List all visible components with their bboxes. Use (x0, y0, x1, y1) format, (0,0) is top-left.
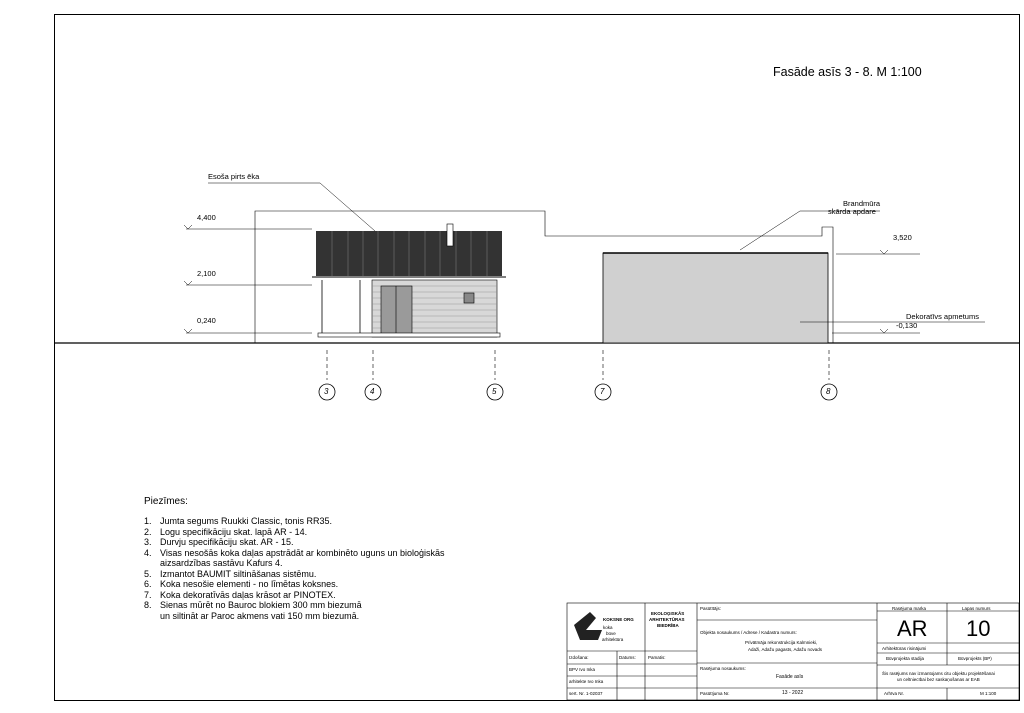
axis-label-7: 7 (600, 387, 605, 396)
tb-assoc1: EKOLOĢISKĀS (651, 611, 685, 616)
axis-label-3: 3 (324, 387, 329, 396)
label-existing-sauna: Esoša pirts ēka (208, 172, 260, 181)
tb-project-no-label: Pasūtījuma Nr. (700, 691, 730, 696)
tb-section-label: Rasējuma marka (892, 606, 927, 611)
tb-stage-label: Būvprojekta stadija (886, 656, 925, 661)
tb-object1: Privātmāja rekonstrukcija Kalmnieki, (745, 640, 818, 645)
tb-sheet-no-label: Lapas numurs (962, 606, 991, 611)
tb-changes-label: Pamatis: (648, 655, 666, 660)
garage-block (603, 253, 828, 343)
sauna-roof (312, 224, 506, 277)
level-4400: 4,400 (197, 213, 216, 222)
note-item: 2. Logu specifikāciju skat. lapā AR - 14. (144, 526, 308, 537)
level-3520: 3,520 (893, 233, 912, 242)
note-item: 3. Durvju specifikāciju skat. AR - 15. (144, 537, 294, 547)
tb-firm-sub3: arhitektūra (602, 637, 624, 642)
level-0240: 0,240 (197, 316, 216, 325)
sauna-walls (318, 280, 500, 337)
note-item: 7. Koka dekoratīvās daļas krāsot ar PINOTEX. (144, 589, 336, 600)
axis-label-5: 5 (492, 387, 497, 396)
tb-arch: arhitekte Ivo Inka (569, 679, 604, 684)
notes-title: Piezīmes: (144, 496, 188, 507)
level-m0130: -0,130 (896, 321, 918, 330)
note-item: 4. Visas nesošās koka daļas apstrādāt ar kombinēto uguns un bioloģiskās (144, 547, 445, 558)
tb-rev-label: Izdošana: (569, 655, 589, 660)
level-2100: 2,100 (197, 269, 216, 278)
note-item: un siltināt ar Paroc akmens vati 150 mm biezumā. (160, 610, 360, 621)
tb-archive-label: Arhīva Nr. (884, 691, 905, 696)
axis-label-8: 8 (826, 387, 831, 396)
label-decor-plaster: Dekoratīvs apmetums (906, 312, 979, 321)
firm-logo (574, 612, 602, 640)
tb-project-no: 13 - 2022 (782, 690, 804, 696)
tb-section: AR (897, 616, 928, 641)
tb-assoc2: ARHITEKTŪRAS (649, 617, 685, 622)
label-firewall-2: skārda apdare (828, 207, 876, 216)
tb-cert: sert. Nr. 1-02037 (569, 691, 603, 696)
label-firewall-1: Brandmūra (843, 199, 881, 208)
sheet-title: Fasāde asīs 3 - 8. M 1:100 (773, 65, 922, 79)
door (381, 286, 412, 336)
note-item: 5. Izmantot BAUMIT siltināšanas sistēmu. (144, 568, 317, 579)
notes-list (144, 516, 445, 621)
tb-bpv: BPV Ivo Inka (569, 667, 596, 672)
tb-scale: M 1:100 (980, 691, 997, 696)
tb-firm-sub2: būve (606, 631, 616, 636)
tb-drawing-name-label: Rasējuma nosaukums: (700, 666, 746, 671)
tb-firm-sub1: koka (603, 625, 613, 630)
tb-client-label: Pasūtītājs: (700, 606, 722, 611)
tb-assoc3: BIEDRĪBA (657, 623, 679, 628)
tb-copyright: Šis rasējums nav izmantojams citu objektu projektēšanai (882, 671, 995, 676)
window (464, 293, 474, 303)
note-item: 1. Jumta segums Ruukki Classic, tonis RR35. (144, 516, 333, 526)
axis-label-4: 4 (370, 387, 375, 396)
tb-date-label: Datums: (619, 655, 636, 660)
tb-object-label: Objekta nosaukums / Adrese / Kadastra numurs: (700, 630, 797, 635)
note-item: aizsardzības sastāvu Kafurs 4. (160, 558, 283, 568)
tb-sheet-no: 10 (966, 616, 991, 641)
tb-stage: Būvprojekts (BP) (958, 656, 992, 661)
tb-drawing-name: Fasāde asīs (776, 674, 804, 680)
tb-copyright2: un celtniecībai bez saskaņošanas ar EAB (897, 677, 980, 682)
tb-firm: KOKSNE ORG (603, 617, 634, 622)
tb-object2: Adaži, Adažu pagasts, Adažu novads (748, 647, 823, 652)
note-item: 8. Sienas mūrēt no Bauroc blokiem 300 mm biezumā (144, 600, 362, 610)
note-item: 6. Koka nesošie elementi - no līmētas koksnes. (144, 579, 339, 589)
tb-arch-no-label: Arhitektūras risinājumi (882, 646, 927, 651)
